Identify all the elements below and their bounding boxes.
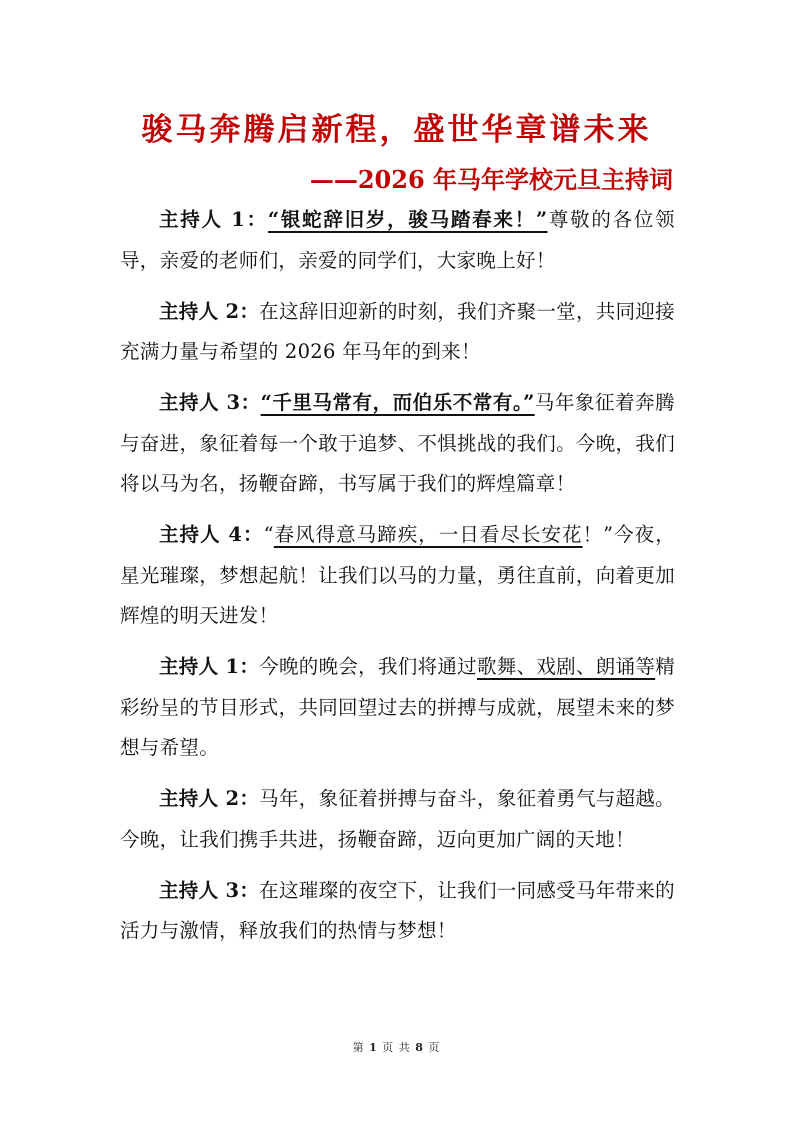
paragraph-text: 在这璀璨的夜空下，让我们一同感受马年带来的活力与激情，释放我们的热情与梦想！ bbox=[120, 878, 675, 942]
paragraph-7 bbox=[120, 871, 675, 952]
quote: 春风得意马蹄疾，一日看尽长安花 bbox=[273, 523, 583, 546]
speaker-label: 主持人 2： bbox=[159, 299, 260, 323]
quote: “千里马常有，而伯乐不常有。” bbox=[260, 391, 535, 414]
quote: “银蛇辞旧岁，骏马踏春来！” bbox=[267, 208, 548, 231]
footer-prefix: 第 bbox=[352, 1041, 365, 1054]
page-subtitle: ——2026 年马年学校元旦主持词 bbox=[309, 165, 673, 194]
page-total: 8 bbox=[415, 1041, 424, 1054]
page-title: 骏马奔腾启新程，盛世华章谱未来 bbox=[141, 112, 652, 148]
paragraph-text: 今夜，星光璀璨，梦想起航！让我们以马的力量，勇往直前，向着更加辉煌的明天进发！ bbox=[120, 523, 675, 627]
paragraph-text-before: 今晚的晚会，我们将通过 bbox=[259, 655, 477, 678]
paragraph-6 bbox=[120, 779, 675, 860]
paragraph-text: 尊敬的各位领导，亲爱的老师们，亲爱的同学们，大家晚上好！ bbox=[120, 208, 675, 272]
speaker-label: 主持人 3： bbox=[159, 391, 261, 414]
page-footer bbox=[0, 1040, 793, 1056]
paragraph-text: 在这辞旧迎新的时刻，我们齐聚一堂，共同迎接充满力量与希望的 2026 年马年的到来！ bbox=[120, 299, 675, 363]
quote-close-mark: ！” bbox=[582, 523, 614, 546]
paragraph-2 bbox=[120, 292, 675, 373]
footer-suffix: 页 bbox=[428, 1041, 441, 1054]
highlighted-text: 歌舞、戏剧、朗诵等 bbox=[476, 655, 656, 678]
quote-open-mark: “ bbox=[263, 523, 274, 546]
paragraph-text: 精彩纷呈的节目形式，共同回望过去的拼搏与成就，展望未来的梦想与希望。 bbox=[120, 655, 675, 759]
footer-middle: 页 共 bbox=[382, 1041, 411, 1054]
paragraph-5 bbox=[120, 647, 675, 769]
speaker-label: 主持人 1： bbox=[159, 655, 260, 678]
paragraph-text: 马年象征着奔腾与奋进，象征着每一个敢于追梦、不惧挑战的我们。今晚，我们将以马为名，扬鞭奋蹄，书写属于我们的辉煌篇章！ bbox=[120, 391, 675, 495]
speaker-label: 主持人 3： bbox=[159, 878, 260, 902]
speaker-label: 主持人 4： bbox=[159, 523, 264, 546]
document-body bbox=[120, 200, 675, 962]
paragraph-4 bbox=[120, 515, 675, 637]
paragraph-1 bbox=[120, 200, 675, 281]
page-number: 1 bbox=[369, 1041, 378, 1054]
speaker-label: 主持人 1： bbox=[159, 208, 268, 231]
paragraph-text: 马年，象征着拼搏与奋斗，象征着勇气与超越。今晚，让我们携手共进，扬鞭奋蹄，迈向更加广阔的天地！ bbox=[120, 787, 675, 851]
paragraph-3 bbox=[120, 383, 675, 505]
speaker-label: 主持人 2： bbox=[159, 787, 260, 810]
